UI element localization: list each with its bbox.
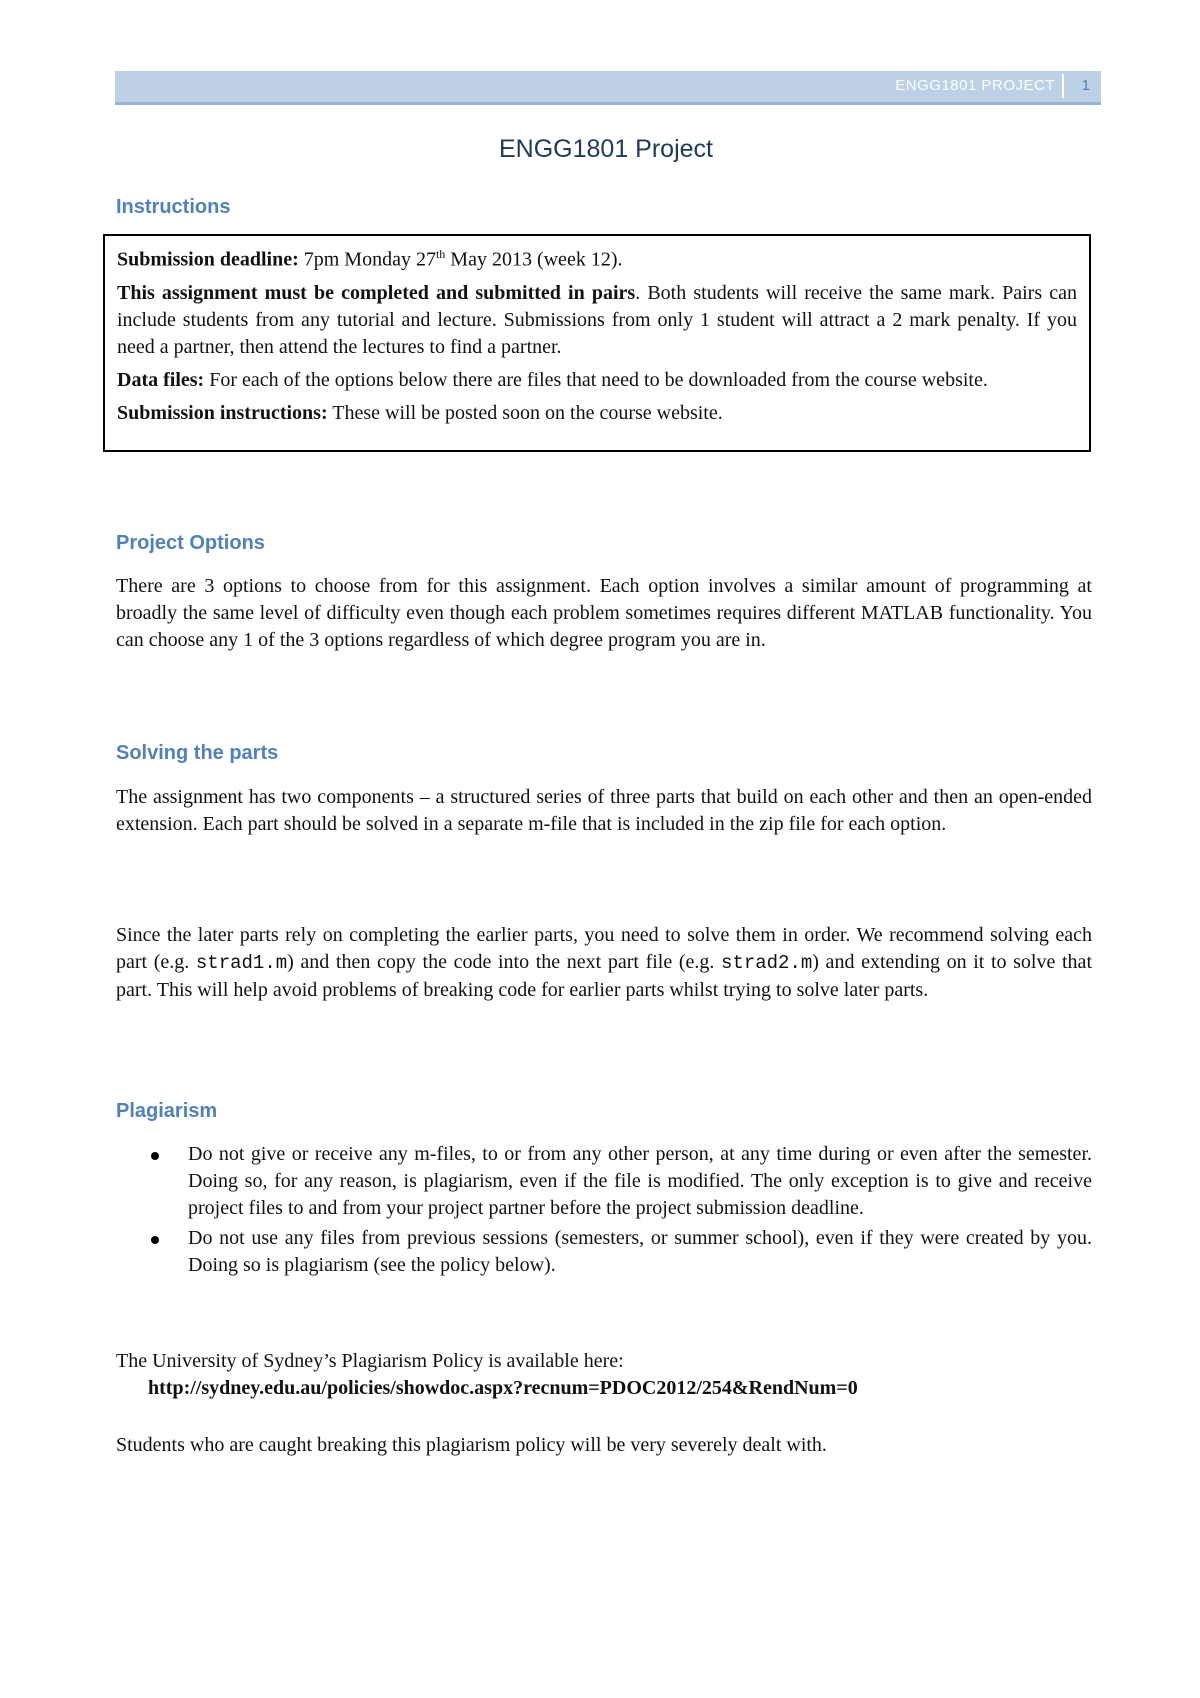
solving-text-b: ) and then copy the code into the next part file (e.g. [287,951,722,973]
solving-heading: Solving the parts [116,742,279,764]
pairs-paragraph [117,280,1077,361]
solving-section-1 [116,784,1092,838]
bullet-icon [151,1236,159,1244]
policy-link[interactable]: http://sydney.edu.au/policies/showdoc.aspx?recnum=PDOC2012/254&RendNum=0 [148,1377,858,1399]
plagiarism-list [116,1141,1092,1282]
instructions-heading: Instructions [116,196,231,218]
deadline-date-rest: May 2013 (week 12). [450,248,623,271]
deadline-sup: th [435,247,446,261]
deadline-label: Submission deadline: [117,248,299,271]
deadline-line [117,241,1077,274]
header-title: ENGG1801 PROJECT [895,77,1055,94]
bullet-text: Do not use any files from previous sessions (semesters, or summer school), even if they were created by you. Doing so is plagiarism (see the policy below). [188,1227,1092,1276]
warning-line [116,1432,1092,1459]
pairs-text: . Both students will receive the same mark. Pairs can include students from any tutorial and lecture. Submissions from only 1 student will attract a 2 mark penalty. If you need a partner, then attend the lectures to find a partner. [117,281,1078,358]
data-files-label: Data files: [117,368,205,391]
policy-text: The University of Sydney’s Plagiarism Policy is available here: [116,1350,624,1372]
page-header [115,71,1101,105]
document-title: ENGG1801 Project [499,135,713,163]
policy-line [116,1348,1092,1375]
pairs-bold: This assignment must be completed and submitted in pairs [117,281,636,304]
instructions-box [103,234,1091,452]
project-options-section [116,573,1092,654]
submission-text: These will be posted soon on the course website. [332,401,723,424]
plagiarism-heading: Plagiarism [116,1100,218,1122]
submission-label: Submission instructions: [117,401,328,424]
code-strad2: strad2.m [721,952,813,974]
solving-text-c: ) and extending on it to solve that part. This will help avoid problems of breaking code for earlier parts whilst trying to solve later parts. [116,951,1092,1001]
bullet-text: Do not give or receive any m-files, to or from any other person, at any time during or even after the semester. Doing so, for any reason, is plagiarism, even if the file is modified. The only exception is to give and receive project files to and from your project partner before the project submission deadline. [188,1143,1092,1219]
list-item [116,1141,1092,1222]
list-item [116,1225,1092,1279]
header-divider [1062,74,1064,98]
solving-paragraph-1: The assignment has two components – a structured series of three parts that build on each other and then an open-ended extension. Each part should be solved in a separate m-file that is included in the zip file for each option. [116,786,1092,835]
code-strad1: strad1.m [195,952,288,974]
project-options-text: There are 3 options to choose from for this assignment. Each option involves a similar amount of programming at broadly the same level of difficulty even though each problem sometimes requires different MATLAB functionality. You can choose any 1 of the 3 options regardless of which degree program you are in. [116,575,1092,651]
solving-section-2 [116,922,1092,1004]
data-files-text: For each of the options below there are files that need to be downloaded from the course website. [209,368,988,391]
warning-text: Students who are caught breaking this plagiarism policy will be very severely dealt with. [116,1434,827,1456]
project-options-heading: Project Options [116,532,265,554]
solving-text-a: Since the later parts rely on completing the earlier parts, you need to solve them in order. We recommend solving each part (e.g. [116,924,1092,973]
submission-paragraph [117,400,1077,427]
solving-paragraph-2 [116,922,1092,1004]
deadline-date: 7pm Monday 27 [303,248,436,271]
data-files-paragraph [117,367,1077,394]
page-number: 1 [1081,77,1090,94]
bullet-icon [151,1152,159,1160]
